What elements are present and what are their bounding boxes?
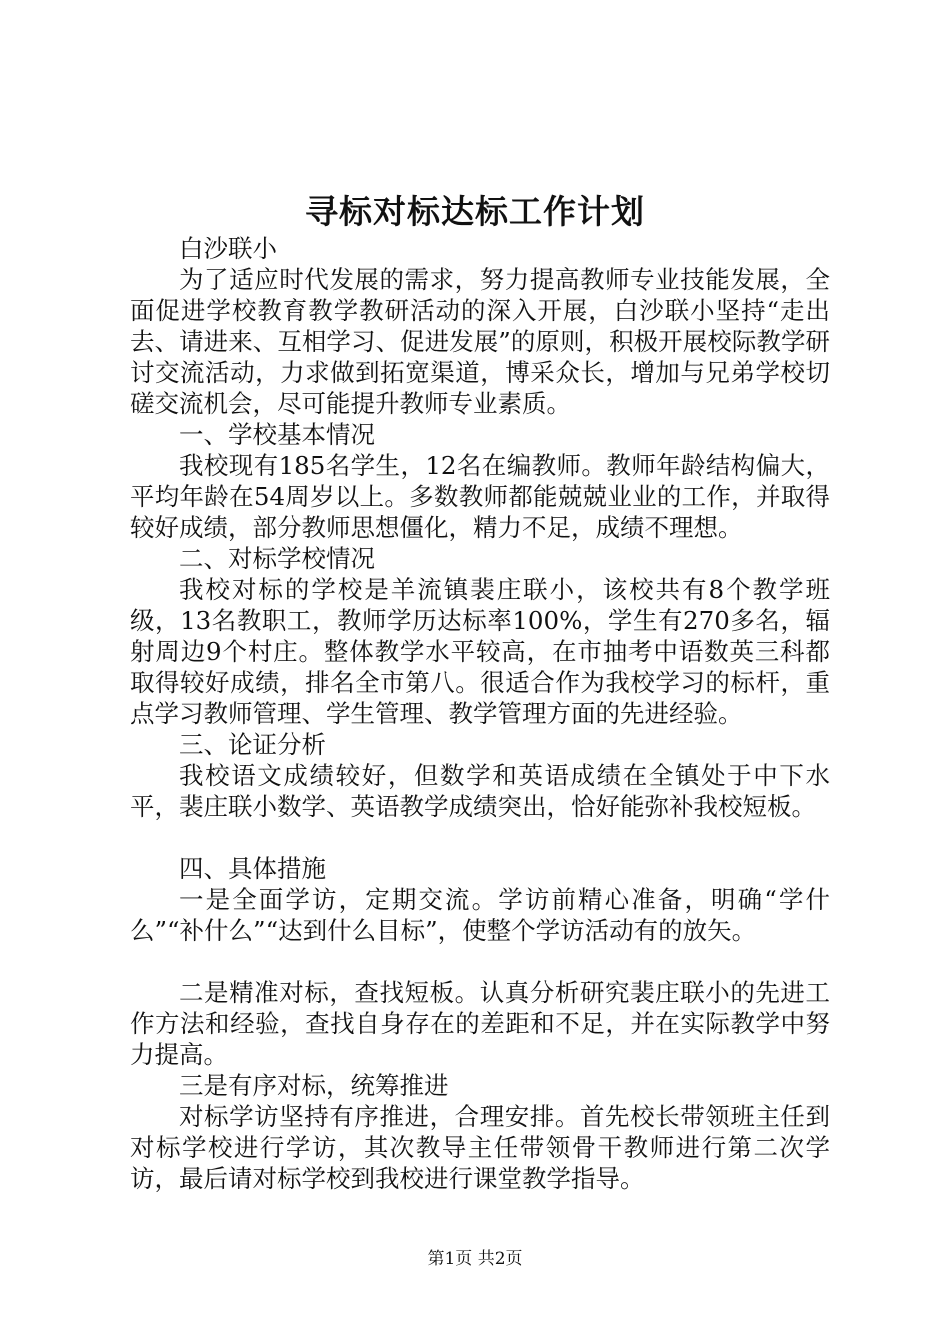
blank-line [130,822,830,853]
measure-3-heading: 三是有序对标，统筹推进 [179,1071,449,1100]
measure-3-paragraph: 对标学访坚持有序推进，合理安排。首先校长带领班主任到对标学校进行学访，其次教导主任带领骨干教师进行第二次学访，最后请对标学校到我校进行课堂教学指导。 [130,1102,830,1193]
author-line: 白沙联小 [179,234,277,263]
section-2-paragraph: 我校对标的学校是羊流镇裴庄联小，该校共有8个教学班级，13名教职工，教师学历达标率100%，学生有270多名，辐射周边9个村庄。整体教学水平较高，在市抽考中语数英三科都取得较好成绩，排名全市第八。很适合作为我校学习的标杆，重点学习教师管理、学生管理、教学管理方面的先进经验。 [130,575,830,728]
section-heading-4: 四、具体措施 [179,854,326,883]
document-title: 寻标对标达标工作计划 [305,192,645,231]
measure-2-paragraph: 二是精准对标，查找短板。认真分析研究裴庄联小的先进工作方法和经验，查找自身存在的差距和不足，并在实际教学中努力提高。 [130,978,830,1069]
section-heading-3: 三、论证分析 [179,730,326,759]
section-heading-2: 二、对标学校情况 [179,544,375,573]
section-heading-1: 一、学校基本情况 [179,420,375,449]
document-body [130,233,830,1194]
page-footer: 第1页 共2页 [427,1249,523,1269]
blank-line [130,946,830,977]
section-1-paragraph: 我校现有185名学生，12名在编教师。教师年龄结构偏大，平均年龄在54周岁以上。多数教师都能兢兢业业的工作，并取得较好成绩，部分教师思想僵化，精力不足，成绩不理想。 [130,451,830,542]
measure-1-paragraph: 一是全面学访，定期交流。学访前精心准备，明确“学什么”“补什么”“达到什么目标”，使整个学访活动有的放矢。 [130,885,830,945]
section-3-paragraph: 我校语文成绩较好，但数学和英语成绩在全镇处于中下水平，裴庄联小数学、英语教学成绩突出，恰好能弥补我校短板。 [130,761,830,821]
intro-paragraph: 为了适应时代发展的需求，努力提高教师专业技能发展，全面促进学校教育教学教研活动的深入开展，白沙联小坚持“走出去、请进来、互相学习、促进发展”的原则，积极开展校际教学研讨交流活动，力求做到拓宽渠道，博采众长，增加与兄弟学校切磋交流机会，尽可能提升教师专业素质。 [130,265,830,418]
